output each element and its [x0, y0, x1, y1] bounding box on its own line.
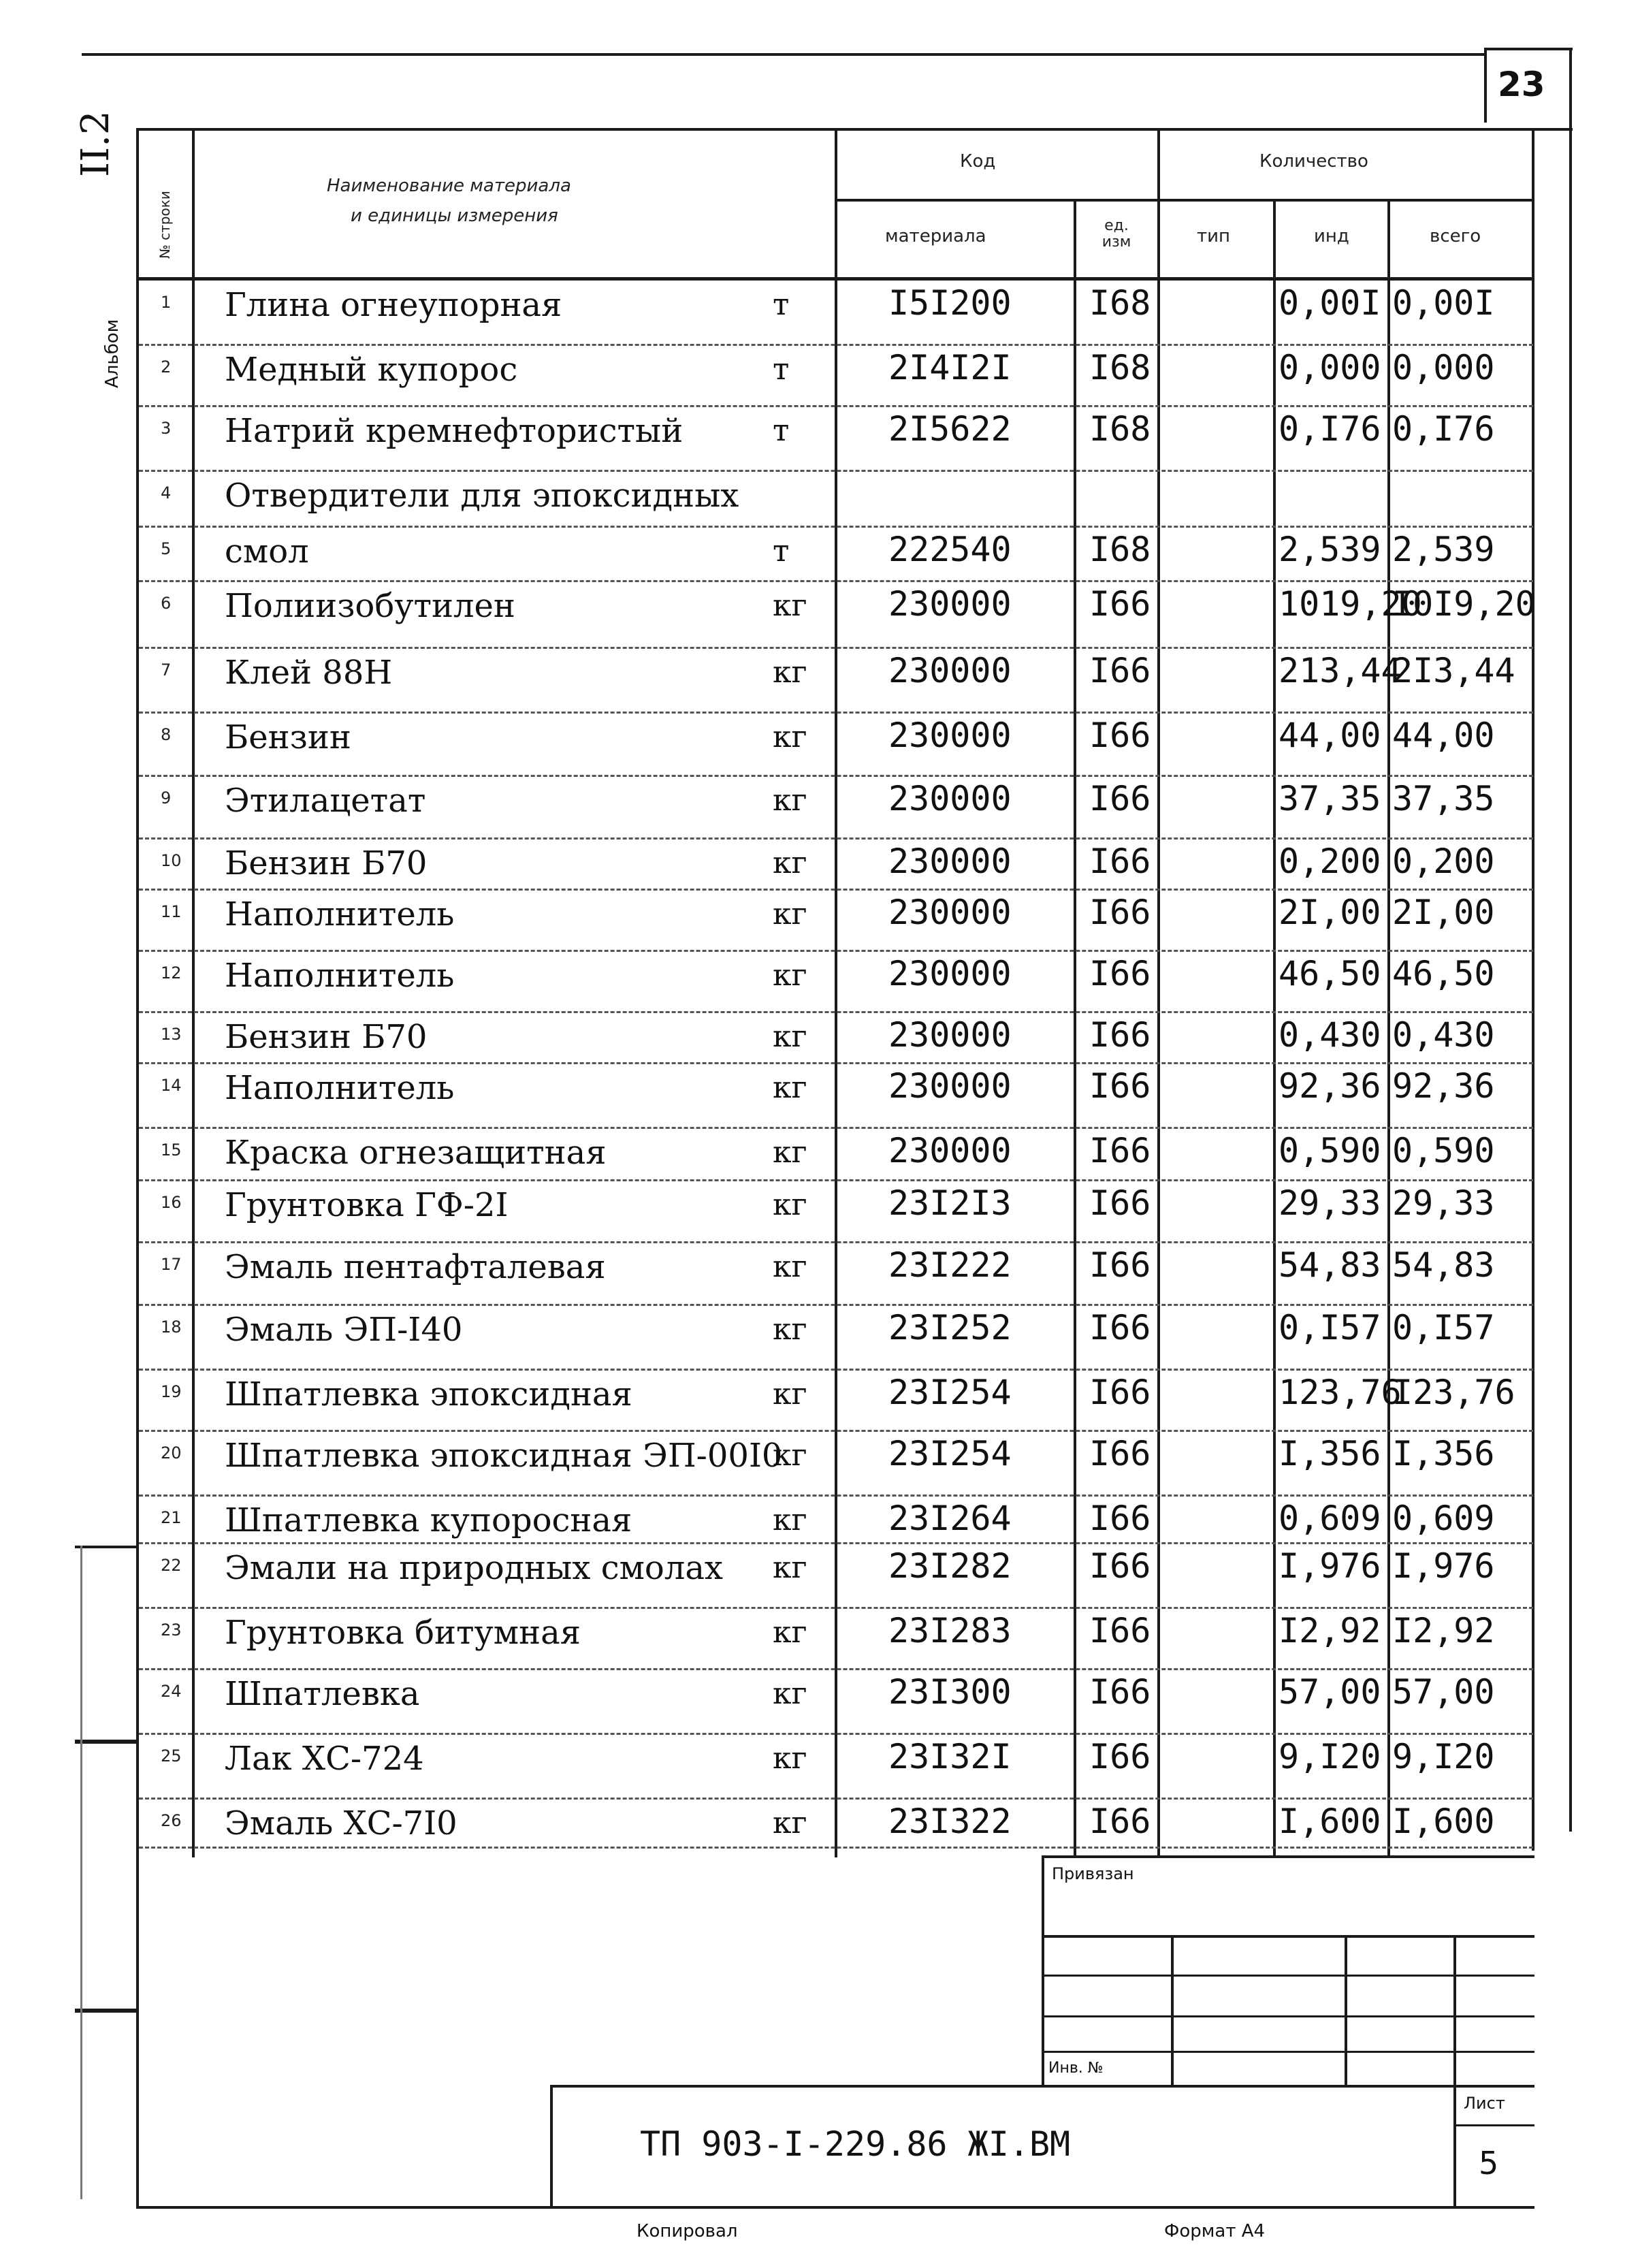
material-name: Этилацетат — [225, 782, 426, 820]
header-quantity: Количество — [1259, 151, 1368, 172]
quantity-total: 0,I76 — [1392, 409, 1495, 449]
unit-code: I66 — [1089, 1308, 1151, 1347]
row-separator — [139, 1430, 1533, 1432]
material-name: Эмаль ХС-7I0 — [225, 1804, 457, 1842]
material-name: Бензин Б70 — [225, 844, 428, 882]
material-name: Грунтовка ГФ-2I — [225, 1186, 509, 1224]
unit-label: кг — [773, 1741, 807, 1776]
quantity-ind: 0,590 — [1279, 1131, 1381, 1170]
unit-label: т — [773, 287, 790, 322]
quantity-total: I2,92 — [1392, 1611, 1495, 1650]
row-number: 3 — [161, 419, 172, 438]
material-name: Отвердители для эпоксидных — [225, 477, 739, 515]
quantity-total: 9,I20 — [1392, 1737, 1495, 1776]
row-number: 10 — [161, 851, 182, 870]
quantity-ind: 57,00 — [1279, 1672, 1381, 1712]
unit-label: кг — [773, 1187, 807, 1222]
row-number: 6 — [161, 594, 172, 613]
unit-code: I68 — [1089, 409, 1151, 449]
unit-label: кг — [773, 1676, 807, 1711]
material-name: Лак ХС-724 — [225, 1740, 424, 1778]
unit-label: кг — [773, 1503, 807, 1537]
material-name: Шпатлевка эпоксидная ЭП-00I0 — [225, 1437, 783, 1475]
row-separator — [139, 1542, 1533, 1544]
unit-code: I66 — [1089, 1373, 1151, 1412]
row-number: 15 — [161, 1140, 182, 1160]
unit-code: I68 — [1089, 283, 1151, 323]
quantity-total: I23,76 — [1392, 1373, 1515, 1412]
row-number: 7 — [161, 660, 172, 680]
unit-label: кг — [773, 846, 807, 880]
quantity-total: 46,50 — [1392, 954, 1495, 993]
unit-code: I66 — [1089, 1015, 1151, 1055]
quantity-total: 0,000 — [1392, 348, 1495, 387]
material-name: Эмали на природных смолах — [225, 1549, 723, 1587]
quantity-total: 0,430 — [1392, 1015, 1495, 1055]
header-name-line2: и единицы измерения — [351, 206, 558, 226]
material-name: Глина огнеупорная — [225, 286, 562, 324]
row-number: 8 — [161, 725, 172, 744]
material-name: Бензин — [225, 718, 351, 756]
unit-code: I66 — [1089, 842, 1151, 881]
material-name: Клей 88Н — [225, 654, 393, 692]
material-name: Шпатлевка эпоксидная — [225, 1375, 632, 1413]
quantity-ind: 0,I76 — [1279, 409, 1381, 449]
header-code-unit: ед. изм — [1102, 217, 1131, 251]
row-separator — [139, 712, 1533, 714]
row-number: 1 — [161, 293, 172, 312]
material-code: 230000 — [888, 584, 1012, 624]
row-number: 2 — [161, 357, 172, 377]
material-code: I5I200 — [888, 283, 1012, 323]
material-code: 23I282 — [888, 1546, 1012, 1586]
album-number: II.2 — [74, 110, 118, 177]
header-qty-type: тип — [1197, 226, 1231, 246]
quantity-total: I,976 — [1392, 1546, 1495, 1586]
album-label: Альбом — [102, 319, 123, 388]
material-name: Шпатлевка купоросная — [225, 1501, 632, 1539]
unit-code: I66 — [1089, 893, 1151, 932]
row-separator — [139, 889, 1533, 891]
unit-code: I66 — [1089, 779, 1151, 818]
quantity-total: 2I,00 — [1392, 893, 1495, 932]
unit-label: кг — [773, 1135, 807, 1170]
row-separator — [139, 1369, 1533, 1371]
unit-code: I66 — [1089, 1672, 1151, 1712]
unit-code: I66 — [1089, 1802, 1151, 1841]
unit-label: кг — [773, 1438, 807, 1473]
unit-label: кг — [773, 720, 807, 754]
row-number: 12 — [161, 963, 182, 983]
quantity-ind: 123,76 — [1279, 1373, 1402, 1412]
row-number: 19 — [161, 1382, 182, 1401]
footer-copied: Копировал — [637, 2221, 738, 2241]
row-number: 22 — [161, 1556, 182, 1575]
row-separator — [139, 837, 1533, 840]
material-code: 230000 — [888, 779, 1012, 818]
sheet-number: 5 — [1479, 2145, 1499, 2182]
material-code: 230000 — [888, 1015, 1012, 1055]
quantity-ind: 92,36 — [1279, 1066, 1381, 1106]
material-code: 2I5622 — [888, 409, 1012, 449]
quantity-total: 37,35 — [1392, 779, 1495, 818]
row-number: 26 — [161, 1811, 182, 1830]
quantity-total: 0,590 — [1392, 1131, 1495, 1170]
row-number: 23 — [161, 1620, 182, 1640]
quantity-ind: 0,I57 — [1279, 1308, 1381, 1347]
row-number: 11 — [161, 902, 182, 921]
quantity-ind: I,976 — [1279, 1546, 1381, 1586]
material-name: Полиизобутилен — [225, 587, 515, 625]
material-name: Медный купорос — [225, 351, 518, 389]
unit-label: кг — [773, 1615, 807, 1650]
header-code: Код — [960, 151, 996, 172]
material-code: 230000 — [888, 842, 1012, 881]
material-code: 222540 — [888, 530, 1012, 569]
unit-code: I66 — [1089, 1546, 1151, 1586]
unit-label: кг — [773, 1312, 807, 1347]
quantity-total: 92,36 — [1392, 1066, 1495, 1106]
row-number: 14 — [161, 1076, 182, 1095]
row-separator — [139, 1011, 1533, 1013]
material-code: 230000 — [888, 1066, 1012, 1106]
row-separator — [139, 580, 1533, 582]
row-number: 24 — [161, 1682, 182, 1701]
unit-label: кг — [773, 958, 807, 993]
unit-code: I66 — [1089, 954, 1151, 993]
material-code: 23I222 — [888, 1245, 1012, 1285]
quantity-ind: 0,00I — [1279, 283, 1381, 323]
row-separator — [139, 1668, 1533, 1670]
material-code: 23I264 — [888, 1499, 1012, 1538]
quantity-total: 0,00I — [1392, 283, 1495, 323]
row-number: 17 — [161, 1255, 182, 1274]
quantity-ind: 0,609 — [1279, 1499, 1381, 1538]
document-code: ТП 903-I-229.86 ЖI.ВМ — [640, 2124, 1071, 2164]
row-number: 25 — [161, 1746, 182, 1766]
quantity-ind: 0,000 — [1279, 348, 1381, 387]
header-name-line1: Наименование материала — [327, 176, 571, 196]
material-code: 23I300 — [888, 1672, 1012, 1712]
material-code: 2I4I2I — [888, 348, 1012, 387]
material-code: 23I254 — [888, 1373, 1012, 1412]
unit-code: I68 — [1089, 530, 1151, 569]
material-name: Бензин Б70 — [225, 1018, 428, 1056]
unit-code: I66 — [1089, 1434, 1151, 1473]
row-separator — [139, 1062, 1533, 1064]
unit-label: кг — [773, 897, 807, 931]
row-number: 9 — [161, 788, 172, 808]
unit-label: кг — [773, 783, 807, 818]
quantity-ind: 0,430 — [1279, 1015, 1381, 1055]
material-name: Эмаль пентафталевая — [225, 1248, 606, 1286]
quantity-ind: 54,83 — [1279, 1245, 1381, 1285]
material-code: 23I32I — [888, 1737, 1012, 1776]
row-separator — [139, 1607, 1533, 1609]
row-separator — [139, 775, 1533, 777]
quantity-ind: 0,200 — [1279, 842, 1381, 881]
unit-code: I66 — [1089, 716, 1151, 755]
header-qty-total: всего — [1430, 226, 1481, 246]
quantity-ind: 44,00 — [1279, 716, 1381, 755]
material-code: 230000 — [888, 1131, 1012, 1170]
material-code: 23I283 — [888, 1611, 1012, 1650]
row-separator — [139, 470, 1533, 472]
material-name: Наполнитель — [225, 1069, 455, 1107]
unit-label: кг — [773, 1377, 807, 1411]
unit-label: кг — [773, 1806, 807, 1840]
quantity-total: 0,609 — [1392, 1499, 1495, 1538]
material-code: 230000 — [888, 954, 1012, 993]
row-separator — [139, 1241, 1533, 1243]
quantity-ind: I,356 — [1279, 1434, 1381, 1473]
row-number: 4 — [161, 483, 172, 502]
quantity-ind: 1019,20 — [1279, 584, 1422, 624]
unit-label: кг — [773, 1249, 807, 1284]
material-code: 230000 — [888, 716, 1012, 755]
material-code: 230000 — [888, 651, 1012, 690]
row-separator — [139, 1798, 1533, 1800]
material-name: Шпатлевка — [225, 1675, 420, 1713]
unit-code: I66 — [1089, 1499, 1151, 1538]
unit-code: I66 — [1089, 1245, 1151, 1285]
quantity-total: I,356 — [1392, 1434, 1495, 1473]
row-separator — [139, 1127, 1533, 1129]
unit-code: I66 — [1089, 1066, 1151, 1106]
row-number: 21 — [161, 1508, 182, 1527]
unit-code: I66 — [1089, 1737, 1151, 1776]
quantity-ind: 37,35 — [1279, 779, 1381, 818]
unit-code: I66 — [1089, 584, 1151, 624]
material-code: 23I252 — [888, 1308, 1012, 1347]
quantity-total: 57,00 — [1392, 1672, 1495, 1712]
quantity-ind: 9,I20 — [1279, 1737, 1381, 1776]
row-separator — [139, 950, 1533, 952]
header-code-material: материала — [885, 226, 986, 246]
quantity-total: 29,33 — [1392, 1183, 1495, 1223]
row-separator — [139, 344, 1533, 346]
unit-code: I66 — [1089, 1611, 1151, 1650]
material-code: 23I322 — [888, 1802, 1012, 1841]
footer-format: Формат А4 — [1164, 2221, 1266, 2241]
row-separator — [139, 647, 1533, 649]
unit-code: I66 — [1089, 1131, 1151, 1170]
unit-label: т — [773, 534, 790, 569]
quantity-total: 2,539 — [1392, 530, 1495, 569]
quantity-ind: 2,539 — [1279, 530, 1381, 569]
material-name: Натрий кремнефтористый — [225, 412, 684, 450]
row-separator — [139, 1733, 1533, 1735]
quantity-ind: 213,44 — [1279, 651, 1402, 690]
quantity-ind: 46,50 — [1279, 954, 1381, 993]
row-separator — [139, 405, 1533, 407]
quantity-total: 44,00 — [1392, 716, 1495, 755]
header-row-no: № строки — [157, 191, 173, 259]
quantity-ind: 29,33 — [1279, 1183, 1381, 1223]
material-code: 230000 — [888, 893, 1012, 932]
material-name: смол — [225, 532, 309, 571]
material-name: Грунтовка битумная — [225, 1614, 581, 1652]
quantity-total: I,600 — [1392, 1802, 1495, 1841]
row-separator — [139, 1304, 1533, 1306]
quantity-total: I0I9,20 — [1392, 584, 1536, 624]
quantity-ind: 2I,00 — [1279, 893, 1381, 932]
quantity-total: 0,I57 — [1392, 1308, 1495, 1347]
material-name: Наполнитель — [225, 957, 455, 995]
stamp-privyazan: Привязан — [1052, 1864, 1134, 1883]
row-separator — [139, 526, 1533, 528]
material-name: Наполнитель — [225, 895, 455, 933]
row-separator — [139, 1179, 1533, 1181]
unit-label: кг — [773, 1550, 807, 1585]
unit-code: I68 — [1089, 348, 1151, 387]
row-separator — [139, 1495, 1533, 1497]
quantity-total: 0,200 — [1392, 842, 1495, 881]
unit-label: кг — [773, 1019, 807, 1054]
sheet-label: Лист — [1464, 2094, 1505, 2113]
header-qty-ind: инд — [1314, 226, 1349, 246]
unit-label: кг — [773, 655, 807, 690]
quantity-ind: I2,92 — [1279, 1611, 1381, 1650]
unit-label: т — [773, 352, 790, 387]
row-number: 13 — [161, 1025, 182, 1044]
stamp-inv-no: Инв. № — [1048, 2060, 1104, 2077]
row-separator — [139, 1847, 1533, 1849]
material-code: 23I254 — [888, 1434, 1012, 1473]
page-number: 23 — [1498, 65, 1545, 104]
material-name: Эмаль ЭП-I40 — [225, 1311, 463, 1349]
row-number: 18 — [161, 1317, 182, 1337]
row-number: 16 — [161, 1193, 182, 1212]
unit-label: кг — [773, 588, 807, 623]
unit-code: I66 — [1089, 1183, 1151, 1223]
material-name: Краска огнезащитная — [225, 1134, 607, 1172]
quantity-total: 54,83 — [1392, 1245, 1495, 1285]
unit-label: кг — [773, 1070, 807, 1105]
quantity-ind: I,600 — [1279, 1802, 1381, 1841]
unit-label: т — [773, 413, 790, 448]
row-number: 20 — [161, 1443, 182, 1463]
unit-code: I66 — [1089, 651, 1151, 690]
quantity-total: 2I3,44 — [1392, 651, 1515, 690]
row-number: 5 — [161, 539, 172, 558]
material-code: 23I2I3 — [888, 1183, 1012, 1223]
